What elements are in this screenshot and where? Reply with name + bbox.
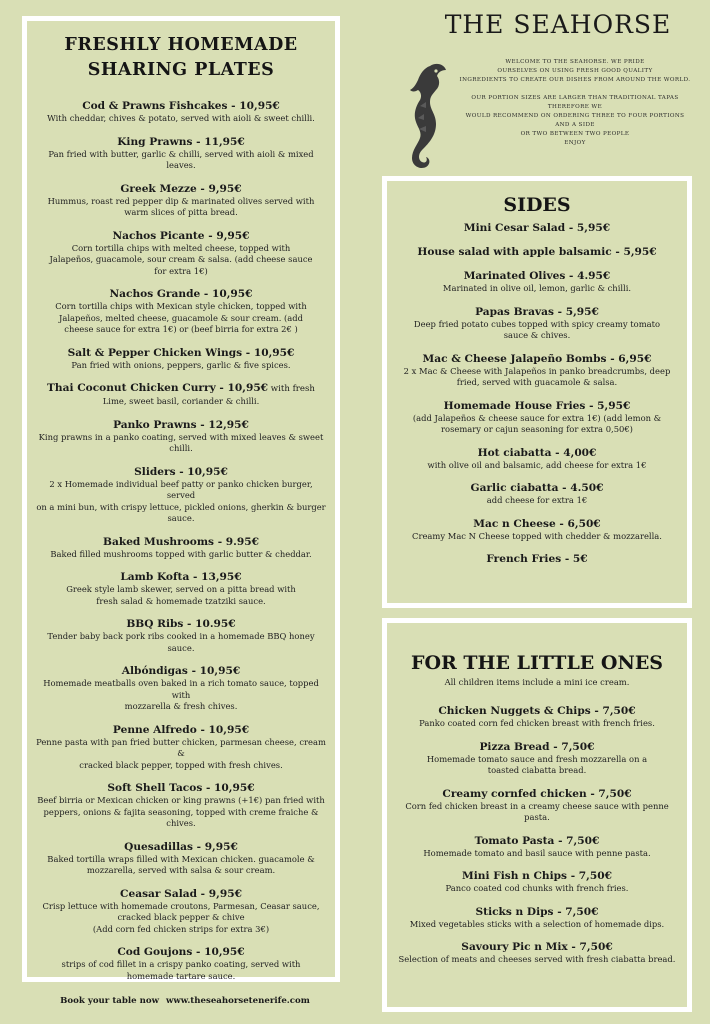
menu-item-name: Panko Prawns - 12,95€ xyxy=(113,418,249,431)
menu-item-description: Penne pasta with pan fried butter chicken, parmesan cheese, cream & cracked black pepper, topped with fresh chives. xyxy=(36,736,326,770)
menu-item xyxy=(35,840,327,877)
menu-item-description: Mixed vegetables sticks with a selection of homemade dips. xyxy=(409,918,665,929)
brand-header xyxy=(420,8,696,42)
enjoy-text: ENJOY xyxy=(564,140,586,146)
menu-item-name: Nachos Picante - 9,95€ xyxy=(112,229,250,242)
little-ones-list xyxy=(395,704,679,966)
menu-item xyxy=(35,418,327,455)
menu-item-description: (add Jalapeños & cheese sauce for extra 1€) (add lemon & rosemary or cajun seasoning for extra 0,50€) xyxy=(412,412,662,434)
restaurant-name: THE SEAHORSE xyxy=(444,10,672,39)
menu-item-name: Mini Fish n Chips - 7,50€ xyxy=(462,870,612,882)
menu-item xyxy=(395,245,679,259)
menu-item xyxy=(395,481,679,507)
menu-item xyxy=(395,740,679,777)
menu-item-description: Pan fried with butter, garlic & chilli, served with aioli & mixed leaves. xyxy=(48,148,314,170)
menu-item-name: Quesadillas - 9,95€ xyxy=(124,840,238,853)
menu-item-name: Penne Alfredo - 10,95€ xyxy=(112,723,250,736)
menu-item xyxy=(35,617,327,654)
menu-item-description: add cheese for extra 1€ xyxy=(486,495,588,505)
menu-item xyxy=(35,887,327,936)
menu-item-name: Papas Bravas - 5,95€ xyxy=(475,305,599,318)
menu-item-name: Mini Cesar Salad - 5,95€ xyxy=(463,222,611,234)
menu-item-name: Lamb Kofta - 13,95€ xyxy=(120,571,242,583)
menu-item-description: with olive oil and balsamic, add cheese for extra 1€ xyxy=(427,459,647,470)
menu-item-description: 2 x Homemade individual beef patty or panko chicken burger, served on a mini bun, with crispy lettuce, pickled onions, gherkin & burger sauce. xyxy=(36,478,326,523)
little-ones-title: FOR THE LITTLE ONES xyxy=(410,652,664,674)
menu-item-name: Salt & Pepper Chicken Wings - 10,95€ xyxy=(67,346,295,359)
little-ones-panel xyxy=(382,618,692,1012)
menu-item xyxy=(395,446,679,472)
menu-item xyxy=(395,787,679,824)
menu-item-description: 2 x Mac & Cheese with Jalapeños in panko breadcrumbs, deep fried, served with guacamole & salsa. xyxy=(403,365,671,387)
menu-item xyxy=(35,664,327,713)
sharing-plates-title: FRESHLY HOMEMADE SHARING PLATES xyxy=(64,35,298,80)
menu-item xyxy=(395,517,679,543)
menu-item-description: Panko coated corn fed chicken breast with french fries. xyxy=(419,718,655,728)
little-ones-note: All children items include a mini ice cream. xyxy=(444,677,630,687)
menu-item-name: Thai Coconut Chicken Curry - 10,95€ with fresh xyxy=(47,382,315,394)
menu-item-description: Greek style lamb skewer, served on a pitta bread with fresh salad & homemade tzatziki sauce. xyxy=(66,584,296,606)
menu-item-name: Cod & Prawns Fishcakes - 10,95€ xyxy=(82,100,280,112)
intro-line: INGREDIENTS TO CREATE OUR DISHES FROM AROUND THE WORLD. xyxy=(459,77,691,83)
menu-item xyxy=(35,287,327,336)
menu-item-description: Beef birria or Mexican chicken or king prawns (+1€) pan fried with peppers, onions & fajita seasoning, topped with creme fraiche & chives. xyxy=(37,795,325,828)
menu-item xyxy=(395,221,679,235)
menu-item-name: Hot ciabatta - 4,00€ xyxy=(477,446,597,459)
menu-item-name: Sticks n Dips - 7,50€ xyxy=(475,905,599,918)
menu-item-name: King Prawns - 11,95€ xyxy=(117,135,245,148)
menu-item-description: Lime, sweet basil, coriander & chilli. xyxy=(102,396,260,406)
menu-item-name: Garlic ciabatta - 4.50€ xyxy=(470,482,604,494)
menu-item xyxy=(395,704,679,730)
menu-item-description: Crisp lettuce with homemade croutons, Parmesan, Ceasar sauce, cracked black pepper & chive (Add corn fed chicken strips for extra 3€) xyxy=(42,900,320,934)
sharing-plates-panel xyxy=(22,16,340,982)
menu-item-name: Greek Mezze - 9,95€ xyxy=(120,182,242,195)
menu-item-name: Mac & Cheese Jalapeño Bombs - 6,95€ xyxy=(422,352,652,365)
menu-item-description: Corn tortilla chips with Mexican style chicken, topped with Jalapeños, melted cheese, guacamole & sour cream. (add cheese sauce for extra 1€) or (beef birria for extra 2€ ) xyxy=(55,301,307,334)
menu-item xyxy=(395,905,679,931)
menu-item-description: Hummus, roast red pepper dip & marinated olives served with warm slices of pitta bread. xyxy=(47,195,315,217)
menu-item-name: Baked Mushrooms - 9.95€ xyxy=(103,535,259,548)
intro-line: OURSELVES ON USING FRESH GOOD QUALITY xyxy=(497,68,653,74)
menu-item xyxy=(395,834,679,860)
intro-text xyxy=(458,58,692,157)
menu-item xyxy=(35,229,327,278)
portion-line: OR TWO BETWEEN TWO PEOPLE xyxy=(520,131,630,137)
menu-item-name: Mac n Cheese - 6,50€ xyxy=(473,517,601,530)
menu-item-name: Chicken Nuggets & Chips - 7,50€ xyxy=(438,705,636,717)
menu-item xyxy=(395,352,679,389)
menu-item-description: Tender baby back pork ribs cooked in a homemade BBQ honey sauce. xyxy=(47,631,315,653)
menu-item xyxy=(35,945,327,982)
intro-line: WELCOME TO THE SEAHORSE. WE PRIDE xyxy=(505,59,645,65)
menu-item-description: Baked tortilla wraps filled with Mexican chicken. guacamole & mozzarella, served with salsa & sour cream. xyxy=(47,853,315,875)
booking-label: Book your table now xyxy=(60,996,159,1006)
menu-item xyxy=(395,552,679,566)
menu-item-description: Panco coated cod chunks with french fries. xyxy=(445,883,629,893)
menu-item xyxy=(395,940,679,966)
menu-item xyxy=(35,135,327,172)
menu-item xyxy=(35,346,327,372)
menu-item xyxy=(35,99,327,125)
menu-item xyxy=(395,269,679,295)
menu-item xyxy=(395,399,679,436)
menu-item xyxy=(35,381,327,408)
menu-item-name: Homemade House Fries - 5,95€ xyxy=(443,399,631,412)
menu-item-description: With cheddar, chives & potato, served with aioli & sweet chilli. xyxy=(47,113,315,123)
menu-item-name: Nachos Grande - 10,95€ xyxy=(109,288,253,300)
menu-item-name: Savoury Pic n Mix - 7,50€ xyxy=(461,941,613,953)
menu-item xyxy=(35,182,327,219)
menu-item-name: Ceasar Salad - 9,95€ xyxy=(120,887,242,900)
seahorse-logo-icon xyxy=(396,58,450,170)
menu-item xyxy=(35,465,327,525)
menu-item-description: Corn tortilla chips with melted cheese, topped with Jalapeños, guacamole, sour cream & salsa. (add cheese sauce for extra 1€) xyxy=(49,242,313,276)
menu-item xyxy=(35,723,327,772)
menu-item xyxy=(395,305,679,342)
booking-footer xyxy=(30,996,340,1006)
menu-item-name: Marinated Olives - 4.95€ xyxy=(463,270,611,282)
menu-item xyxy=(35,570,327,607)
sides-panel xyxy=(382,176,692,608)
menu-item xyxy=(35,535,327,561)
menu-item xyxy=(35,781,327,830)
menu-item-description: Selection of meats and cheeses served with fresh ciabatta bread. xyxy=(398,954,676,964)
menu-item-name: Tomato Pasta - 7,50€ xyxy=(474,834,600,847)
menu-item-description: Corn fed chicken breast in a creamy cheese sauce with penne pasta. xyxy=(405,800,669,822)
portion-line: OUR PORTION SIZES ARE LARGER THAN TRADITIONAL TAPAS THEREFORE WE xyxy=(471,95,679,110)
menu-item-description: Deep fried potato cubes topped with spicy creamy tomato sauce & chives. xyxy=(413,318,661,340)
sides-list xyxy=(395,221,679,566)
menu-item-description: King prawns in a panko coating, served with mixed leaves & sweet chilli. xyxy=(38,431,324,453)
sides-title: SIDES xyxy=(503,194,571,216)
menu-item-name: Sliders - 10,95€ xyxy=(134,465,228,478)
menu-item-description: Baked filled mushrooms topped with garlic butter & cheddar. xyxy=(50,548,312,559)
website-link[interactable]: www.theseahorsetenerife.com xyxy=(165,996,310,1006)
menu-item-name: BBQ Ribs - 10.95€ xyxy=(126,618,236,630)
menu-item-name: House salad with apple balsamic - 5,95€ xyxy=(417,246,657,258)
menu-item-name: Albóndigas - 10,95€ xyxy=(121,665,241,677)
menu-item-name: French Fries - 5€ xyxy=(486,553,588,565)
menu-item-description: Creamy Mac N Cheese topped with chedder & mozzarella. xyxy=(412,530,662,541)
menu-item-description: Marinated in olive oil, lemon, garlic & chilli. xyxy=(442,283,632,293)
menu-item xyxy=(395,869,679,895)
menu-item-name: Cod Goujons - 10,95€ xyxy=(117,946,245,958)
menu-item-description: strips of cod fillet in a crispy panko coating, served with homemade tartare sauce. xyxy=(61,959,301,981)
menu-item-description: Homemade tomato and basil sauce with penne pasta. xyxy=(423,847,651,858)
menu-item-name: Pizza Bread - 7,50€ xyxy=(479,740,595,753)
menu-item-name: Soft Shell Tacos - 10,95€ xyxy=(107,782,255,794)
menu-item-name: Creamy cornfed chicken - 7,50€ xyxy=(442,787,632,800)
menu-item-description: Pan fried with onions, peppers, garlic & five spices. xyxy=(71,359,291,370)
sharing-plates-list xyxy=(35,99,327,982)
menu-item-description: Homemade tomato sauce and fresh mozzarella on a toasted ciabatta bread. xyxy=(426,753,648,775)
portion-line: WOULD RECOMMEND ON ORDERING THREE TO FOUR PORTIONS AND A SIDE xyxy=(465,113,685,128)
menu-item-description: Homemade meatballs oven baked in a rich tomato sauce, topped with mozzarella & fresh chives. xyxy=(43,678,319,711)
